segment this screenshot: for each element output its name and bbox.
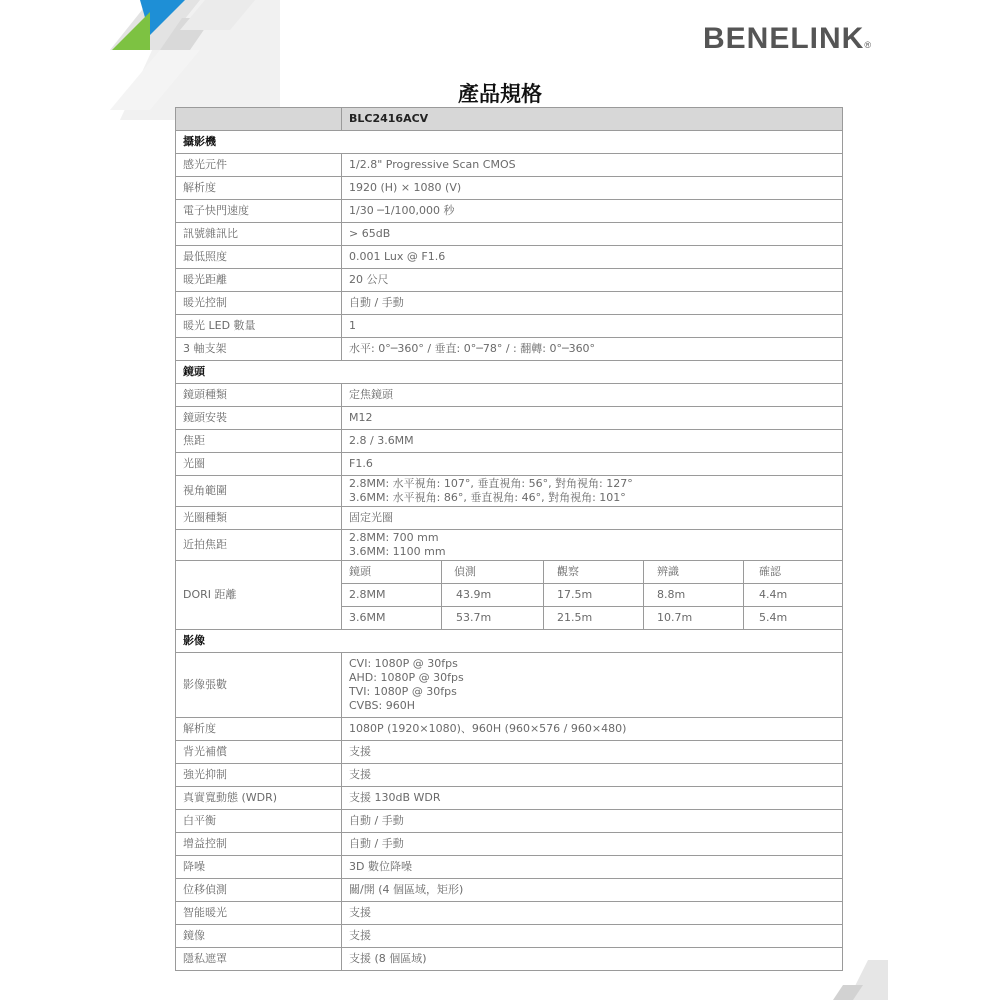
spec-label: 鏡頭種類 — [176, 384, 342, 407]
spec-label: 光圈 — [176, 453, 342, 476]
dori-cell: 3.6MM — [342, 607, 442, 630]
spec-label: 降噪 — [176, 856, 342, 879]
spec-label: 隱私遮罩 — [176, 948, 342, 971]
dori-header-row — [176, 561, 843, 584]
spec-label: 增益控制 — [176, 833, 342, 856]
frames-line: TVI: 1080P @ 30fps — [349, 685, 457, 698]
dori-header: 觀察 — [544, 561, 644, 584]
view-angle-line: 2.8MM: 水平視角: 107°, 垂直視角: 56°, 對角視角: 127° — [349, 477, 633, 490]
spec-value: 1920 (H) × 1080 (V) — [342, 177, 843, 200]
spec-row — [176, 407, 843, 430]
spec-value: 自動 / 手動 — [342, 833, 843, 856]
spec-row — [176, 879, 843, 902]
spec-label: 位移偵測 — [176, 879, 342, 902]
dori-header: 辨識 — [644, 561, 744, 584]
spec-row — [176, 810, 843, 833]
spec-label: 真實寬動態 (WDR) — [176, 787, 342, 810]
spec-label: 3 軸支架 — [176, 338, 342, 361]
dori-cell: 2.8MM — [342, 584, 442, 607]
model-row — [176, 108, 843, 131]
spec-row — [176, 925, 843, 948]
spec-row — [176, 902, 843, 925]
spec-value: > 65dB — [342, 223, 843, 246]
spec-label: 暖光控制 — [176, 292, 342, 315]
spec-label: DORI 距離 — [176, 561, 342, 630]
spec-label: 光圈種類 — [176, 507, 342, 530]
spec-value: 20 公尺 — [342, 269, 843, 292]
spec-table — [175, 107, 843, 971]
spec-value: 定焦鏡頭 — [342, 384, 843, 407]
spec-row — [176, 430, 843, 453]
spec-value: 1 — [342, 315, 843, 338]
close-focus-line: 3.6MM: 1100 mm — [349, 545, 446, 558]
model-name: BLC2416ACV — [342, 108, 843, 131]
spec-row — [176, 718, 843, 741]
spec-row — [176, 177, 843, 200]
spec-row — [176, 315, 843, 338]
section-title: 鏡頭 — [176, 361, 843, 384]
spec-row — [176, 948, 843, 971]
spec-label: 焦距 — [176, 430, 342, 453]
spec-row — [176, 154, 843, 177]
dori-cell: 8.8m — [644, 584, 744, 607]
spec-value: 1/2.8" Progressive Scan CMOS — [342, 154, 843, 177]
spec-row — [176, 246, 843, 269]
frames-line: AHD: 1080P @ 30fps — [349, 671, 464, 684]
spec-row — [176, 269, 843, 292]
spec-value: 支援 — [342, 902, 843, 925]
section-camera — [176, 131, 843, 154]
spec-value: M12 — [342, 407, 843, 430]
section-image — [176, 630, 843, 653]
spec-row — [176, 453, 843, 476]
spec-value: 支援 — [342, 925, 843, 948]
spec-row — [176, 338, 843, 361]
dori-header: 確認 — [744, 561, 843, 584]
spec-value — [342, 653, 843, 718]
dori-cell: 17.5m — [544, 584, 644, 607]
spec-label: 電子快門速度 — [176, 200, 342, 223]
spec-row — [176, 292, 843, 315]
page-title: 產品規格 — [458, 82, 542, 106]
spec-value: 自動 / 手動 — [342, 810, 843, 833]
dori-cell: 21.5m — [544, 607, 644, 630]
spec-label: 鏡頭安裝 — [176, 407, 342, 430]
spec-row — [176, 223, 843, 246]
frames-line: CVI: 1080P @ 30fps — [349, 657, 458, 670]
dori-cell: 10.7m — [644, 607, 744, 630]
spec-label: 影像張數 — [176, 653, 342, 718]
spec-label: 暖光距離 — [176, 269, 342, 292]
view-angle-line: 3.6MM: 水平視角: 86°, 垂直視角: 46°, 對角視角: 101° — [349, 491, 626, 504]
spec-label: 智能暖光 — [176, 902, 342, 925]
spec-row-view-angle — [176, 476, 843, 507]
spec-value: 支援 — [342, 764, 843, 787]
spec-label: 最低照度 — [176, 246, 342, 269]
spec-value: 1/30 ─1/100,000 秒 — [342, 200, 843, 223]
section-title: 攝影機 — [176, 131, 843, 154]
dori-cell: 43.9m — [442, 584, 544, 607]
spec-value: 支援 130dB WDR — [342, 787, 843, 810]
spec-row — [176, 741, 843, 764]
spec-label: 訊號雜訊比 — [176, 223, 342, 246]
dori-cell: 4.4m — [744, 584, 843, 607]
spec-row-close-focus — [176, 530, 843, 561]
spec-value: F1.6 — [342, 453, 843, 476]
spec-row — [176, 384, 843, 407]
spec-label: 暖光 LED 數量 — [176, 315, 342, 338]
dori-header: 鏡頭 — [342, 561, 442, 584]
spec-label: 背光補償 — [176, 741, 342, 764]
dori-cell: 5.4m — [744, 607, 843, 630]
spec-label: 白平衡 — [176, 810, 342, 833]
section-lens — [176, 361, 843, 384]
spec-value: 支援 — [342, 741, 843, 764]
spec-value: 3D 數位降噪 — [342, 856, 843, 879]
spec-value: 2.8 / 3.6MM — [342, 430, 843, 453]
spec-row — [176, 200, 843, 223]
spec-value: 自動 / 手動 — [342, 292, 843, 315]
spec-row — [176, 833, 843, 856]
section-title: 影像 — [176, 630, 843, 653]
spec-value: 0.001 Lux @ F1.6 — [342, 246, 843, 269]
dori-header: 偵測 — [442, 561, 544, 584]
spec-row — [176, 507, 843, 530]
spec-value — [342, 476, 843, 507]
spec-value — [342, 530, 843, 561]
spec-row-frames — [176, 653, 843, 718]
spec-row — [176, 787, 843, 810]
spec-row — [176, 856, 843, 879]
spec-label: 感光元件 — [176, 154, 342, 177]
dori-cell: 53.7m — [442, 607, 544, 630]
spec-label: 近拍焦距 — [176, 530, 342, 561]
spec-label: 解析度 — [176, 718, 342, 741]
spec-label: 鏡像 — [176, 925, 342, 948]
spec-label: 視角範圍 — [176, 476, 342, 507]
spec-value: 支援 (8 個區域) — [342, 948, 843, 971]
frames-line: CVBS: 960H — [349, 699, 416, 712]
close-focus-line: 2.8MM: 700 mm — [349, 531, 439, 544]
spec-value: 關/開 (4 個區域，矩形) — [342, 879, 843, 902]
spec-label: 強光抑制 — [176, 764, 342, 787]
spec-label: 解析度 — [176, 177, 342, 200]
spec-value: 水平: 0°─360° / 垂直: 0°─78° / : 翻轉: 0°─360° — [342, 338, 843, 361]
spec-value: 固定光圈 — [342, 507, 843, 530]
spec-value: 1080P (1920×1080)、960H (960×576 / 960×480) — [342, 718, 843, 741]
spec-row — [176, 764, 843, 787]
brand-logo: BENELINK® — [703, 22, 872, 55]
